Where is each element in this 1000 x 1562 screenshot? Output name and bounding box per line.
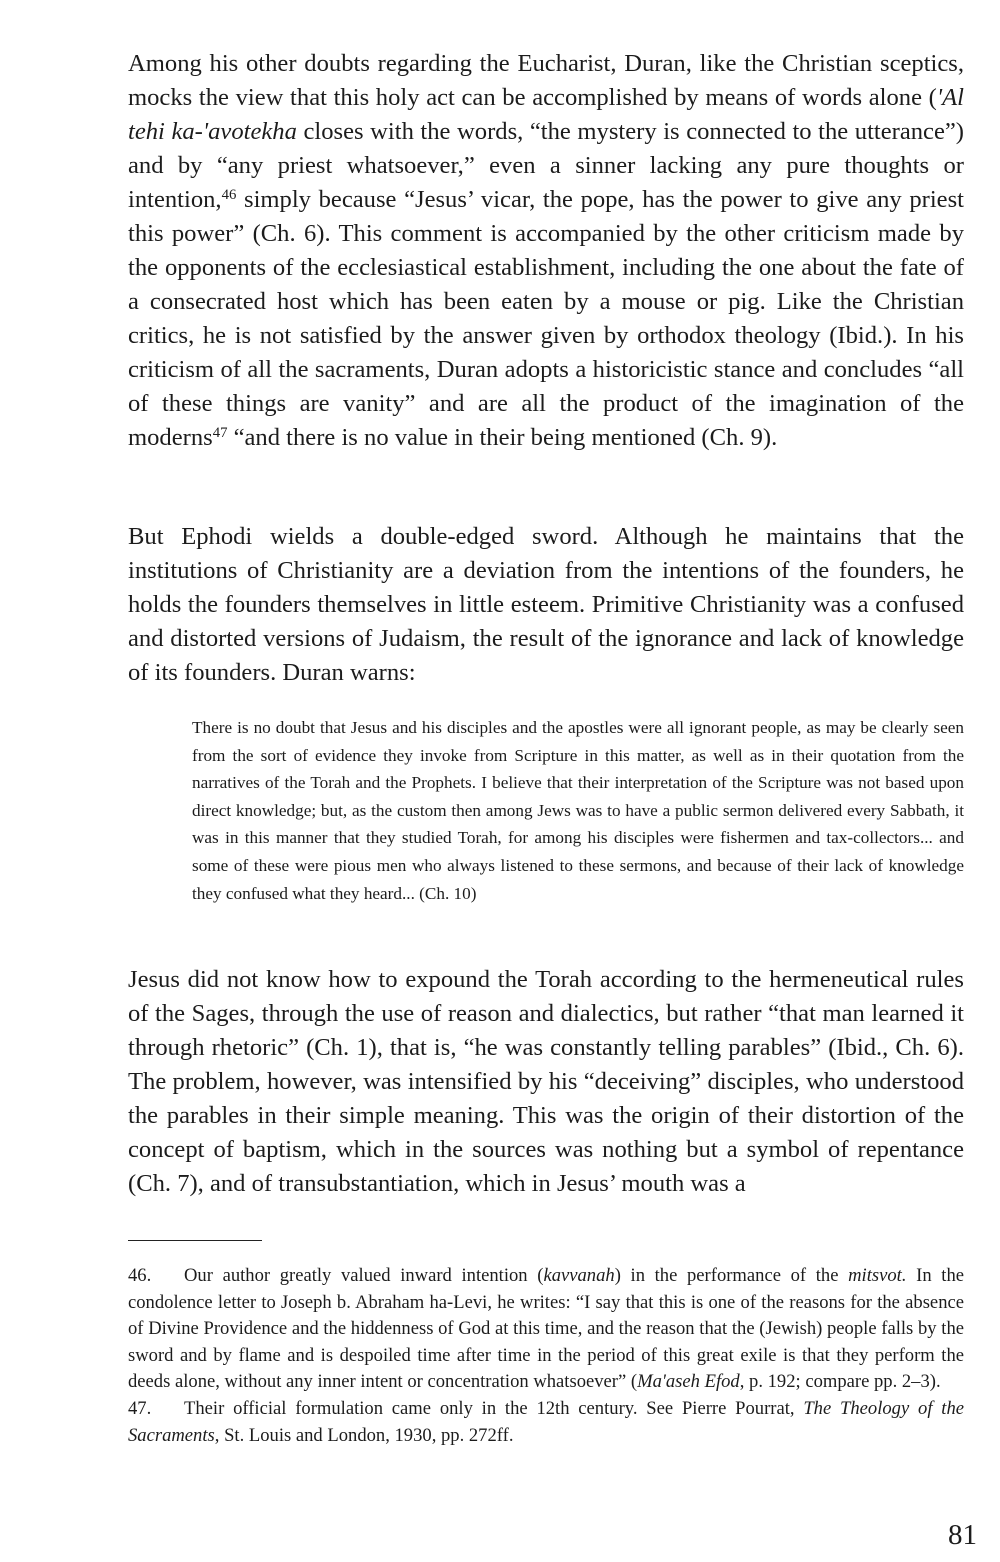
text-run: ) in the performance of the <box>614 1265 849 1286</box>
text-run: “and there is no value in their being mentioned (Ch. 9). <box>227 424 778 451</box>
footnote-47 <box>128 1396 964 1449</box>
footnote-text <box>128 1398 964 1446</box>
block-quote <box>192 714 964 907</box>
italic-text: Ma'aseh Efod <box>637 1371 740 1393</box>
footnote-number: 47. <box>128 1397 152 1419</box>
footnote-number: 46. <box>128 1265 152 1286</box>
footnote-ref: 47 <box>212 424 228 441</box>
text-run: , p. 192; compare pp. 2–3). <box>739 1371 941 1393</box>
text-run: In the condolence letter to Joseph b. Abraham ha-Levi, he writes: “I say that this is one of the reasons for the absence of Divine Providence and the hiddenness of God at this time, and the reason that the (Jewish) people falls by the sword and by flame and is despoiled time after time in the period of this great exile is that they perform the deeds alone, without any inner intent or concentration whatsoever” ( <box>128 1265 964 1393</box>
footnote-ref: 46 <box>221 186 237 203</box>
text-run: Their official formulation came only in the 12th century. See Pierre Pourrat, <box>184 1397 804 1419</box>
italic-text: mitsvot. <box>848 1265 907 1286</box>
italic-text: The Theology of the Sacraments <box>128 1397 964 1446</box>
footnote-text <box>128 1265 964 1392</box>
body-paragraph-2 <box>128 520 964 690</box>
text-run: simply because “Jesus’ vicar, the pope, has the power to give any priest this power” (Ch. 6). This comment is accompanied by the other criticism made by the opponents of the ecclesiastical establishment, including the one about the fate of a consecrated host which has been eaten by a mouse or pig. Like the Christian critics, he is not satisfied by the answer given by orthodox theology (Ibid.). In his criticism of all the sacraments, Duran adopts a historicistic stance and concludes “all of these things are vanity” and are all the product of the imagination of the moderns <box>128 186 964 451</box>
text-run: , St. Louis and London, 1930, pp. 272ff. <box>214 1424 514 1446</box>
text-run: There is no doubt that Jesus and his disciples and the apostles were all ignorant people, as may be clearly seen from the sort of evidence they invoke from Scripture in this matter, as well as in their quotation from the narratives of the Torah and the Prophets. I believe that their interpretation of the Scripture was not based upon direct knowledge; but, as the custom then among Jews was to have a public sermon delivered every Sabbath, it was in this manner that they studied Torah, for among his disciples were fishermen and tax-collectors... and some of these were pious men who always listened to these sermons, and because of their lack of knowledge they confused what they heard... (Ch. 10) <box>192 718 964 903</box>
text-run: Jesus did not know how to expound the Torah according to the hermeneutical rules of the Sages, through the use of reason and dialectics, but rather “that man learned it through rhetoric” (Ch. 1), that is, “he was constantly telling parables” (Ibid., Ch. 6). The problem, however, was intensified by his “deceiving” disciples, who understood the parables in their simple meaning. This was the origin of their distortion of the concept of baptism, which in the sources was nothing but a symbol of repentance (Ch. 7), and of transubstantiation, which in Jesus’ mouth was a <box>128 966 964 1197</box>
footnotes <box>128 1263 964 1449</box>
footnote-46 <box>128 1263 964 1396</box>
text-run: Our author greatly valued inward intention ( <box>184 1265 544 1286</box>
italic-text: kavvanah <box>543 1265 615 1286</box>
body-paragraph-3 <box>128 963 964 1201</box>
page-number: 81 <box>948 1519 977 1551</box>
text-run: Among his other doubts regarding the Eucharist, Duran, like the Christian sceptics, mocks the view that this holy act can be accomplished by means of words alone ( <box>128 50 964 111</box>
body-paragraph-1 <box>128 47 964 455</box>
text-run: But Ephodi wields a double-edged sword. Although he maintains that the institutions of Christianity are a deviation from the intentions of the founders, he holds the founders themselves in little esteem. Primitive Christianity was a confused and distorted versions of Judaism, the result of the ignorance and lack of knowledge of its founders. Duran warns: <box>128 523 964 686</box>
footnote-separator <box>128 1240 262 1241</box>
italic-text: 'Al tehi ka-'avotekha <box>128 84 964 145</box>
text-run: closes with the words, “the mystery is connected to the utterance”) and by “any priest whatsoever,” even a sinner lacking any pure thoughts or intention, <box>128 118 964 213</box>
